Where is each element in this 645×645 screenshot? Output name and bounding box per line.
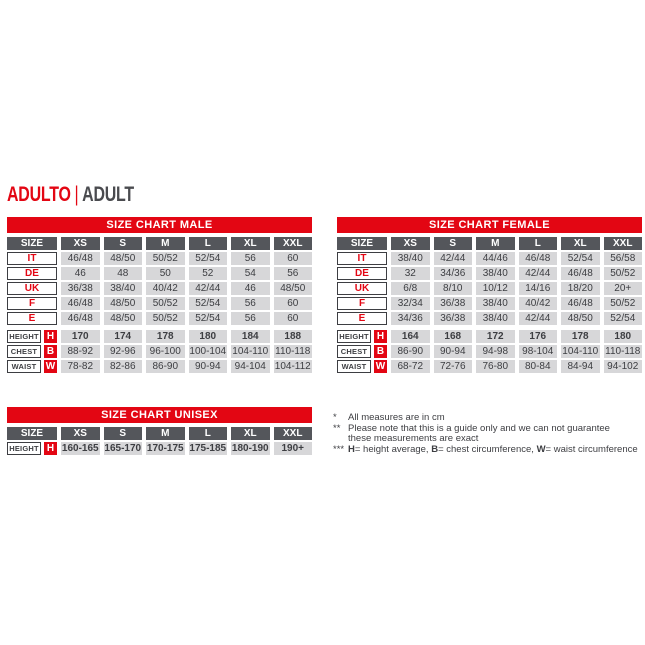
- measurement-label-group: [7, 442, 57, 455]
- region-label: UK: [337, 282, 387, 295]
- size-row: [337, 267, 642, 280]
- column-header-cell: S: [104, 237, 143, 250]
- measurement-value-cell: 90-94: [189, 360, 228, 373]
- measurement-row: [7, 330, 312, 343]
- size-row: [7, 252, 312, 265]
- measurement-row: [337, 330, 642, 343]
- size-value-cell: 60: [274, 252, 313, 265]
- size-row: [7, 297, 312, 310]
- column-header-cell: L: [189, 427, 228, 440]
- size-value-cell: 36/38: [61, 282, 100, 295]
- size-value-cell: 46/48: [61, 312, 100, 325]
- measurement-value-cell: 104-110: [562, 346, 599, 357]
- measurement-value-cell: 180: [189, 330, 228, 343]
- size-value-cell: 8/10: [434, 282, 473, 295]
- footnote-segment: = height average,: [354, 443, 432, 455]
- size-value-cell: 6/8: [391, 282, 430, 295]
- region-label: DE: [7, 267, 57, 280]
- size-value-cell: 50/52: [604, 267, 643, 280]
- size-value-cell: 48/50: [104, 312, 143, 325]
- measurement-letter-badge: H: [374, 330, 387, 343]
- size-row: [7, 267, 312, 280]
- measurement-value-cell: 104-110: [232, 346, 269, 357]
- measurement-value-cell: 104-112: [274, 361, 311, 372]
- size-value-cell: 52/54: [189, 252, 228, 265]
- footnote-marker: **: [333, 422, 341, 434]
- footnote-segment: Please note that this is a guide only and we can not guarantee: [348, 422, 610, 434]
- column-header-cell: L: [189, 237, 228, 250]
- measurement-value-cell: 92-96: [104, 345, 143, 358]
- column-header-cell: M: [146, 237, 185, 250]
- footnote-segment: these measurements are exact: [348, 433, 479, 444]
- column-header-cell: L: [519, 237, 558, 250]
- size-header-cell: SIZE: [7, 237, 57, 250]
- measurement-letter-badge: H: [44, 330, 57, 343]
- heading-separator-bar: |: [74, 183, 79, 206]
- measurement-label-group: [7, 345, 57, 358]
- measurement-value-cell: 72-76: [434, 360, 473, 373]
- size-value-cell: 52/54: [604, 312, 643, 325]
- heading-secondary: ADULT: [82, 183, 134, 206]
- size-value-cell: 50/52: [146, 312, 185, 325]
- measurement-value-cell: 68-72: [391, 360, 430, 373]
- size-value-cell: 32: [391, 267, 430, 280]
- measurement-label: HEIGHT: [7, 330, 41, 343]
- size-value-cell: 60: [274, 297, 313, 310]
- column-header-cell: XXL: [274, 237, 313, 250]
- size-value-cell: 56: [231, 297, 270, 310]
- size-value-cell: 46/48: [519, 252, 558, 265]
- measurement-value-cell: 176: [519, 330, 558, 343]
- size-value-cell: 44/46: [476, 252, 515, 265]
- chart-title: SIZE CHART MALE: [7, 217, 312, 233]
- measurement-value-cell: 76-80: [476, 360, 515, 373]
- page-title: [7, 183, 134, 207]
- measurement-label-group: [337, 330, 387, 343]
- column-header-row: [337, 237, 642, 250]
- measurement-value-cell: 86-90: [391, 345, 430, 358]
- measurement-value-cell: 165-170: [104, 443, 142, 454]
- measurement-rows: [337, 330, 642, 373]
- footnote-segment: All measures are in cm: [348, 412, 445, 423]
- measurement-label: WAIST: [7, 360, 41, 373]
- measurement-letter-badge: B: [44, 345, 57, 358]
- size-value-cell: 48/50: [561, 312, 600, 325]
- size-value-cell: 48/50: [104, 297, 143, 310]
- measurement-value-cell: 180: [604, 330, 643, 343]
- size-value-cell: 48/50: [274, 282, 313, 295]
- size-value-cell: 46/48: [561, 297, 600, 310]
- size-chart-female: [337, 217, 642, 375]
- chart-title: SIZE CHART UNISEX: [7, 407, 312, 423]
- measurement-value-cell: 84-94: [561, 360, 600, 373]
- measurement-letter-badge: H: [44, 442, 57, 455]
- footnote-segment: = chest circumference,: [438, 443, 537, 455]
- region-label: IT: [337, 252, 387, 265]
- size-row: [7, 282, 312, 295]
- measurement-value-cell: 98-104: [519, 345, 558, 358]
- size-chart-unisex: [7, 407, 312, 457]
- size-value-cell: 46/48: [561, 267, 600, 280]
- size-value-cell: 52/54: [189, 312, 228, 325]
- column-header-cell: XS: [391, 237, 430, 250]
- page-heading: [7, 183, 174, 207]
- measurement-value-cell: 188: [274, 330, 313, 343]
- size-value-cell: 38/40: [476, 267, 515, 280]
- measurement-value-cell: 168: [434, 330, 473, 343]
- column-header-cell: S: [104, 427, 143, 440]
- footnote-key-letter: W: [536, 443, 546, 455]
- measurement-label-group: [7, 360, 57, 373]
- measurement-row: [7, 345, 312, 358]
- measurement-value-cell: 78-82: [61, 360, 100, 373]
- measurement-value-cell: 110-118: [605, 346, 641, 357]
- size-value-cell: 36/38: [434, 297, 473, 310]
- size-row: [337, 282, 642, 295]
- heading-primary: ADULTO: [7, 183, 71, 206]
- measurement-label: HEIGHT: [337, 330, 371, 343]
- size-header-cell: SIZE: [337, 237, 387, 250]
- size-value-cell: 54: [231, 267, 270, 280]
- size-value-cell: 38/40: [476, 297, 515, 310]
- size-value-cell: 56: [231, 252, 270, 265]
- size-row: [337, 252, 642, 265]
- measurement-value-cell: 164: [391, 330, 430, 343]
- size-value-cell: 40/42: [519, 297, 558, 310]
- measurement-value-cell: 88-92: [61, 345, 100, 358]
- size-value-cell: 38/40: [104, 282, 143, 295]
- measurement-value-cell: 160-165: [61, 443, 99, 454]
- size-value-cell: 50/52: [146, 252, 185, 265]
- size-row: [337, 312, 642, 325]
- measurement-label: CHEST: [337, 345, 371, 358]
- footnote-text: [348, 445, 643, 456]
- region-label: E: [7, 312, 57, 325]
- measurement-value-cell: 82-86: [104, 360, 143, 373]
- measurement-label: HEIGHT: [7, 442, 41, 455]
- size-value-cell: 48/50: [104, 252, 143, 265]
- measurement-value-cell: 178: [146, 330, 185, 343]
- region-label: DE: [337, 267, 387, 280]
- column-header-cell: S: [434, 237, 473, 250]
- size-value-cell: 52: [189, 267, 228, 280]
- measurement-value-cell: 184: [231, 330, 270, 343]
- measurement-rows: [7, 330, 312, 373]
- measurement-value-cell: 94-98: [476, 345, 515, 358]
- measurement-letter-badge: W: [375, 361, 386, 372]
- size-row: [7, 312, 312, 325]
- size-value-cell: 50/52: [146, 297, 185, 310]
- size-value-cell: 32/34: [391, 297, 430, 310]
- size-value-cell: 48: [104, 267, 143, 280]
- size-value-cell: 42/44: [189, 282, 228, 295]
- size-value-cell: 42/44: [519, 267, 558, 280]
- measurement-value-cell: 175-185: [189, 443, 227, 454]
- size-value-cell: 34/36: [391, 312, 430, 325]
- size-value-cell: 34/36: [434, 267, 473, 280]
- footnote-key-letter: H: [348, 443, 355, 455]
- region-label: F: [7, 297, 57, 310]
- size-header-cell: SIZE: [7, 427, 57, 440]
- size-value-cell: 38/40: [391, 252, 430, 265]
- measurement-value-cell: 172: [476, 330, 515, 343]
- measurement-value-cell: 80-84: [519, 360, 558, 373]
- measurement-label-group: [7, 330, 57, 343]
- region-label: IT: [7, 252, 57, 265]
- measurement-value-cell: 90-94: [434, 345, 473, 358]
- measurement-row: [337, 360, 642, 373]
- column-header-cell: M: [146, 427, 185, 440]
- size-value-cell: 38/40: [476, 312, 515, 325]
- size-value-cell: 52/54: [189, 297, 228, 310]
- measurement-value-cell: 174: [104, 330, 143, 343]
- measurement-rows: [7, 442, 312, 455]
- footnote-key-letter: B: [431, 443, 439, 455]
- chart-title: SIZE CHART FEMALE: [337, 217, 642, 233]
- measurement-value-cell: 94-102: [604, 360, 643, 373]
- footnote-row: [333, 445, 643, 456]
- measurement-value-cell: 180-190: [231, 443, 269, 454]
- footnote-marker: *: [333, 412, 337, 423]
- measurement-row: [7, 442, 312, 455]
- column-header-row: [7, 427, 312, 440]
- measurement-row: [7, 360, 312, 373]
- size-value-cell: 56: [231, 312, 270, 325]
- size-value-cell: 10/12: [476, 282, 515, 295]
- size-value-cell: 60: [274, 312, 313, 325]
- footnote-segment: = waist circumference: [545, 443, 638, 455]
- size-value-cell: 46: [61, 267, 100, 280]
- size-chart-male: [7, 217, 312, 375]
- region-label: E: [337, 312, 387, 325]
- size-value-cell: 46/48: [61, 297, 100, 310]
- column-header-cell: XXL: [604, 237, 643, 250]
- measurement-value-cell: 170: [61, 330, 100, 343]
- column-header-row: [7, 237, 312, 250]
- size-value-cell: 46: [231, 282, 270, 295]
- column-header-cell: M: [476, 237, 515, 250]
- size-row: [337, 297, 642, 310]
- measurement-value-cell: 86-90: [146, 360, 185, 373]
- size-value-cell: 14/16: [519, 282, 558, 295]
- size-value-cell: 20+: [604, 282, 643, 295]
- size-value-cell: 56/58: [604, 252, 643, 265]
- size-value-cell: 40/42: [146, 282, 185, 295]
- column-header-cell: XXL: [274, 427, 313, 440]
- measurement-value-cell: 178: [561, 330, 600, 343]
- measurement-value-cell: 170-175: [146, 443, 184, 454]
- measurement-value-cell: 110-118: [275, 346, 311, 357]
- measurement-value-cell: 96-100: [146, 345, 185, 358]
- measurement-letter-badge: W: [45, 361, 56, 372]
- region-label: F: [337, 297, 387, 310]
- measurement-label-group: [337, 360, 387, 373]
- size-value-cell: 50: [146, 267, 185, 280]
- footnote-marker: ***: [333, 443, 345, 455]
- footnote-marker: [333, 434, 348, 445]
- size-value-cell: 52/54: [561, 252, 600, 265]
- region-label: UK: [7, 282, 57, 295]
- size-value-cell: 46/48: [61, 252, 100, 265]
- size-value-cell: 42/44: [434, 252, 473, 265]
- measurement-label: CHEST: [7, 345, 41, 358]
- footnotes: [333, 413, 643, 455]
- column-header-cell: XS: [61, 237, 100, 250]
- size-value-cell: 50/52: [604, 297, 643, 310]
- measurement-label: WAIST: [337, 360, 371, 373]
- measurement-row: [337, 345, 642, 358]
- measurement-value-cell: 94-104: [231, 360, 270, 373]
- measurement-value-cell: 190+: [274, 442, 313, 455]
- measurement-label-group: [337, 345, 387, 358]
- size-value-cell: 18/20: [561, 282, 600, 295]
- size-value-cell: 56: [274, 267, 313, 280]
- measurement-letter-badge: B: [374, 345, 387, 358]
- size-value-cell: 42/44: [519, 312, 558, 325]
- column-header-cell: XL: [231, 427, 270, 440]
- measurement-value-cell: 100-104: [189, 346, 227, 357]
- column-header-cell: XS: [61, 427, 100, 440]
- column-header-cell: XL: [561, 237, 600, 250]
- size-value-cell: 36/38: [434, 312, 473, 325]
- column-header-cell: XL: [231, 237, 270, 250]
